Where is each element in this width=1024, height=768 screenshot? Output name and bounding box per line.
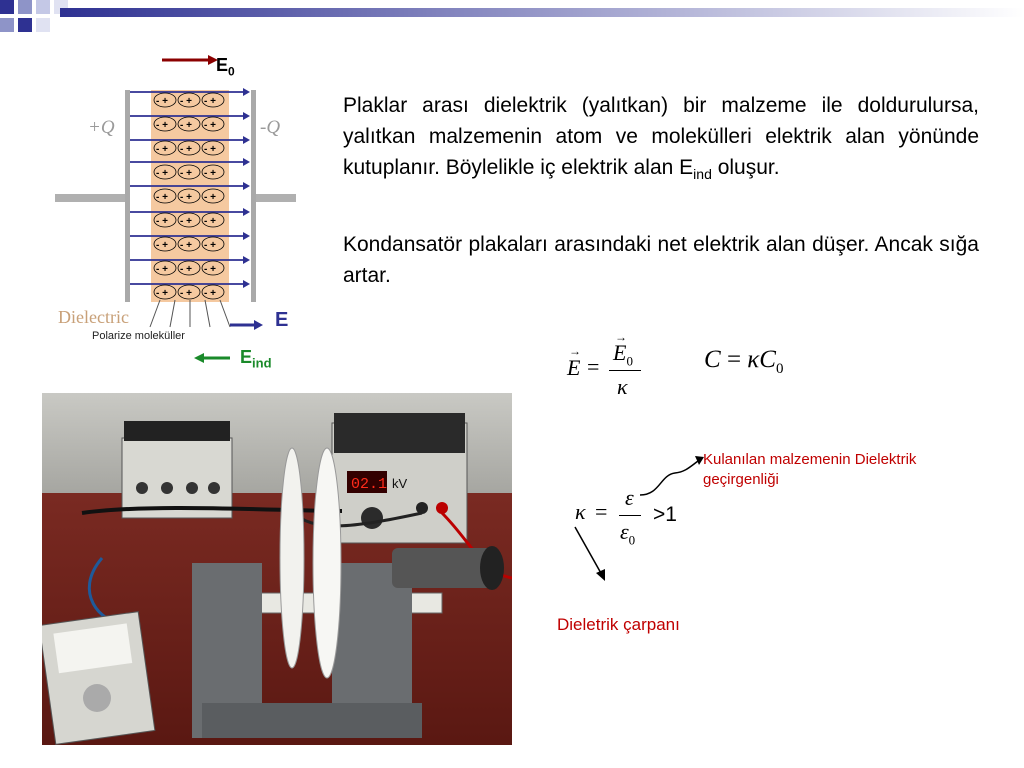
e-label: E [275,309,289,331]
molecule-charge-label: - + [156,144,168,155]
molecule-charge-label: - + [204,240,216,251]
formula-gt-one: >1 [653,503,677,526]
fraction-bar [609,370,641,371]
experiment-photo-svg [42,393,512,745]
molecule-charge-label: - + [180,240,192,251]
molecule-charge-label: - + [204,96,216,107]
molecule-charge-label: - + [180,192,192,203]
formula-capacitance: $C = \kappa C_0$ [704,346,784,377]
molecule-charge-label: - + [204,144,216,155]
molecule-charge-label: - + [204,264,216,275]
molecule-charge-label: - + [204,192,216,203]
field-arrowhead [243,256,250,264]
vector-arrow: → [569,344,581,358]
title-bar [60,8,1024,17]
molecule-charge-label: - + [156,168,168,179]
field-arrowhead [243,112,250,120]
formula-eq: = [587,354,600,379]
molecule-charge-label: - + [156,120,168,131]
molecule-charge-label: - + [204,168,216,179]
eind-label: $E_{ind}$ [240,347,272,371]
e0-label: $E_0$ [216,55,235,79]
formula-eq: = [595,499,608,524]
field-arrowhead [243,208,250,216]
formula-e-lhs: E [567,355,581,380]
annotation-arrows [560,445,720,605]
vector-arrow: → [615,330,627,344]
plus-q-label: +Q [88,117,115,138]
molecule-charge-label: - + [156,192,168,203]
molecule-charge-label: - + [180,144,192,155]
voltage-unit: kV [392,476,408,491]
annotation-material-permittivity: Kulanılan malzemenin Dielektrik geçirgenliği [703,451,917,488]
field-arrowhead [243,232,250,240]
field-arrowhead [243,182,250,190]
paragraph-polarization: Plaklar arası dielektrik (yalıtkan) bir malzeme ile doldurulursa, yalıtkan malzemenin atom ve molekülleri elektrik alan yönünde kutuplanır. Böylelikle iç elektrik alan $E_{ind}$ oluşur. [343,94,979,183]
molecule-charge-label: - + [180,168,192,179]
molecule-charge-label: - + [204,120,216,131]
voltage-display: 02.1 [351,476,388,493]
field-arrowhead [243,136,250,144]
capacitor-diagram [50,55,310,390]
minus-q-label: -Q [260,117,281,138]
molecule-charge-label: - + [156,216,168,227]
field-arrowhead [243,280,250,288]
molecule-charge-label: - + [180,216,192,227]
formula-denominator: κ [617,374,628,399]
molecule-charge-label: - + [180,120,192,131]
molecule-charge-label: - + [204,216,216,227]
formula-numerator: $E_0$ [613,340,633,369]
polarized-molecules-label: Polarize moleküller [92,330,185,342]
field-arrowhead [243,158,250,166]
field-arrowhead [243,88,250,96]
formula-epsilon: ε [625,485,634,510]
molecule-charge-label: - + [156,96,168,107]
molecule-charge-label: - + [156,240,168,251]
experiment-photo [42,393,512,745]
dielectric-label: Dielectric [58,307,129,327]
molecule-charge-label: - + [156,288,168,299]
molecule-charge-label: - + [180,264,192,275]
molecule-charge-label: - + [180,96,192,107]
paragraph-net-field: Kondansatör plakaları arasındaki net elektrik alan düşer. Ancak sığa artar. [343,233,979,287]
formula-epsilon0: $\varepsilon_0$ [620,519,636,548]
molecule-charge-label: - + [180,288,192,299]
molecule-charge-label: - + [204,288,216,299]
molecule-charge-label: - + [156,264,168,275]
annotation-dielectric-factor: Dieletrik çarpanı [557,615,680,634]
formula-kappa-lhs: κ [575,499,586,524]
formula-field [565,330,655,400]
